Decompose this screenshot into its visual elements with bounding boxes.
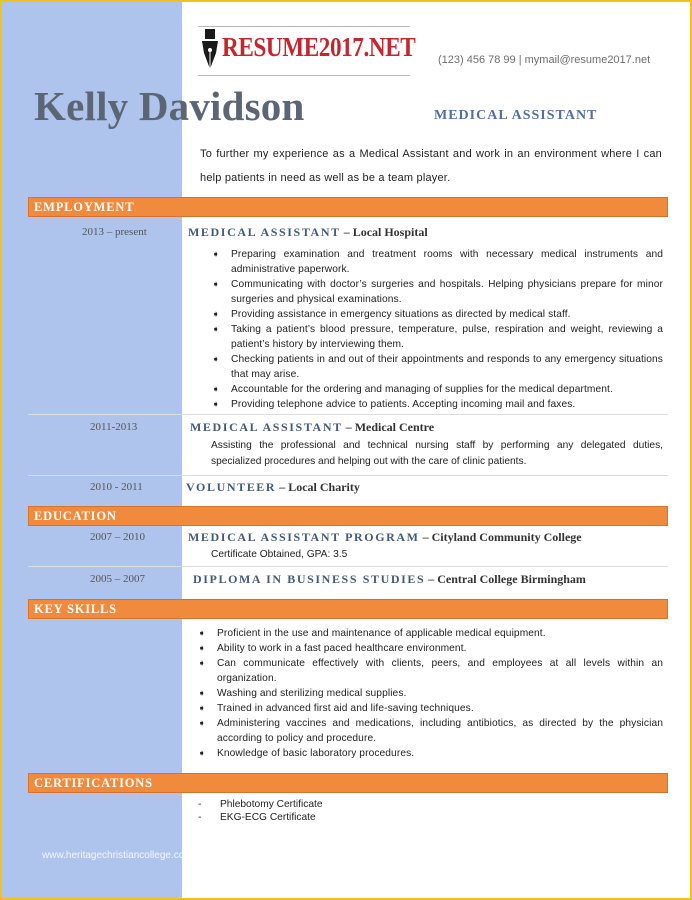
- watermark: www.heritagechristiancollege.com: [42, 850, 193, 861]
- education-date: 2005 – 2007: [90, 573, 145, 585]
- education-section-header: [28, 506, 668, 526]
- bullet-arrow-icon: ➧: [198, 658, 206, 668]
- divider: [28, 566, 668, 567]
- candidate-name: Kelly Davidson: [34, 83, 305, 129]
- bullet-arrow-icon: ➧: [198, 643, 206, 653]
- job-role: MEDICAL ASSISTANT: [190, 420, 343, 434]
- list-item: ➧ Washing and sterilizing medical supplies.: [198, 688, 407, 699]
- education-school: – Cityland Community College: [419, 530, 582, 544]
- bullet-arrow-icon: ➧: [198, 703, 206, 713]
- list-item: ➧ Checking patients in and out of their appointments and responds to any emergency situations that may arise.: [212, 354, 663, 380]
- fountain-pen-nib-icon: [200, 29, 220, 71]
- dash-bullet: -: [198, 812, 202, 823]
- job-role: VOLUNTEER: [186, 480, 277, 494]
- job-date: 2011-2013: [90, 421, 138, 433]
- job-heading: [190, 420, 434, 435]
- list-item: ➧ Proficient in the use and maintenance of applicable medical equipment.: [198, 628, 546, 639]
- bullet-arrow-icon: ➧: [212, 354, 220, 364]
- section-title: CERTIFICATIONS: [34, 776, 153, 790]
- list-item: ➧ Communicating with doctor’s surgeries and hospitals. Helping physicians prepare for minor surgeries and physical examinations.: [212, 279, 663, 305]
- job-date: 2013 – present: [82, 226, 147, 238]
- list-item: ➧ Trained in advanced first aid and life-saving techniques.: [198, 703, 474, 714]
- list-item: ➧ Ability to work in a fast paced healthcare environment.: [198, 643, 467, 654]
- certification-item: - Phlebotomy Certificate: [198, 799, 323, 810]
- job-heading: [188, 225, 428, 240]
- list-item: ➧ Taking a patient’s blood pressure, temperature, pulse, respiration and weight, reviewing a patient’s history by interviewing them.: [212, 324, 663, 350]
- job-employer: – Local Charity: [276, 480, 360, 494]
- education-program: DIPLOMA IN BUSINESS STUDIES: [193, 572, 426, 586]
- job-employer: – Local Hospital: [340, 225, 428, 239]
- logo-text: RESUME2017.NET: [222, 32, 416, 62]
- education-school: – Central College Birmingham: [425, 572, 586, 586]
- site-logo: [198, 26, 416, 76]
- education-heading: [188, 530, 582, 545]
- bullet-arrow-icon: ➧: [212, 324, 220, 334]
- bullet-arrow-icon: ➧: [198, 718, 206, 728]
- job-heading: [186, 480, 360, 495]
- bullet-arrow-icon: ➧: [198, 688, 206, 698]
- certifications-section-header: [28, 773, 668, 793]
- skills-section-header: [28, 599, 668, 619]
- left-sidebar: [2, 2, 182, 900]
- bullet-arrow-icon: ➧: [212, 249, 220, 259]
- bullet-arrow-icon: ➧: [212, 309, 220, 319]
- bullet-arrow-icon: ➧: [198, 748, 206, 758]
- bullet-arrow-icon: ➧: [198, 628, 206, 638]
- list-item: ➧ Knowledge of basic laboratory procedures.: [198, 748, 415, 759]
- list-item: ➧ Providing assistance in emergency situations as directed by medical staff.: [212, 309, 571, 320]
- employment-section-header: [28, 197, 668, 217]
- job-title: MEDICAL ASSISTANT: [434, 108, 598, 123]
- education-heading: [193, 572, 586, 587]
- job-duties-list: [212, 247, 663, 412]
- education-date: 2007 – 2010: [90, 531, 145, 543]
- list-item: ➧ Accountable for the ordering and managing of supplies for the medical department.: [212, 384, 613, 395]
- education-program: MEDICAL ASSISTANT PROGRAM: [188, 530, 420, 544]
- skills-list: [198, 626, 663, 761]
- list-item: ➧ Can communicate effectively with clients, peers, and employees at all levels within an organization.: [198, 658, 663, 684]
- job-description: Assisting the professional and technical nursing staff by performing any delegated duties, specialized procedures and helping out with the care of clinic patients.: [211, 440, 663, 467]
- list-item: ➧ Preparing examination and treatment rooms with necessary medical instruments and administrative paperwork.: [212, 249, 663, 275]
- divider: [28, 414, 668, 415]
- objective-summary: To further my experience as a Medical Assistant and work in an environment where I can help patients in need as well as be a team player.: [200, 148, 662, 184]
- list-item: ➧ Administering vaccines and medications, including antibiotics, as directed by the physician according to policy and procedure.: [198, 718, 663, 744]
- section-title: EDUCATION: [34, 509, 117, 523]
- section-title: EMPLOYMENT: [34, 200, 135, 214]
- job-role: MEDICAL ASSISTANT: [188, 225, 341, 239]
- contact-info: (123) 456 78 99 | mymail@resume2017.net: [438, 54, 651, 66]
- bullet-arrow-icon: ➧: [212, 279, 220, 289]
- certification-item: - EKG-ECG Certificate: [198, 812, 316, 823]
- job-employer: – Medical Centre: [342, 420, 435, 434]
- bullet-arrow-icon: ➧: [212, 384, 220, 394]
- job-date: 2010 - 2011: [90, 481, 143, 493]
- dash-bullet: -: [198, 799, 202, 810]
- divider: [28, 475, 668, 476]
- list-item: ➧ Providing telephone advice to patients. Accepting incoming mail and faxes.: [212, 399, 576, 410]
- education-note: Certificate Obtained, GPA: 3.5: [211, 549, 348, 560]
- bullet-arrow-icon: ➧: [212, 399, 220, 409]
- section-title: KEY SKILLS: [34, 602, 117, 616]
